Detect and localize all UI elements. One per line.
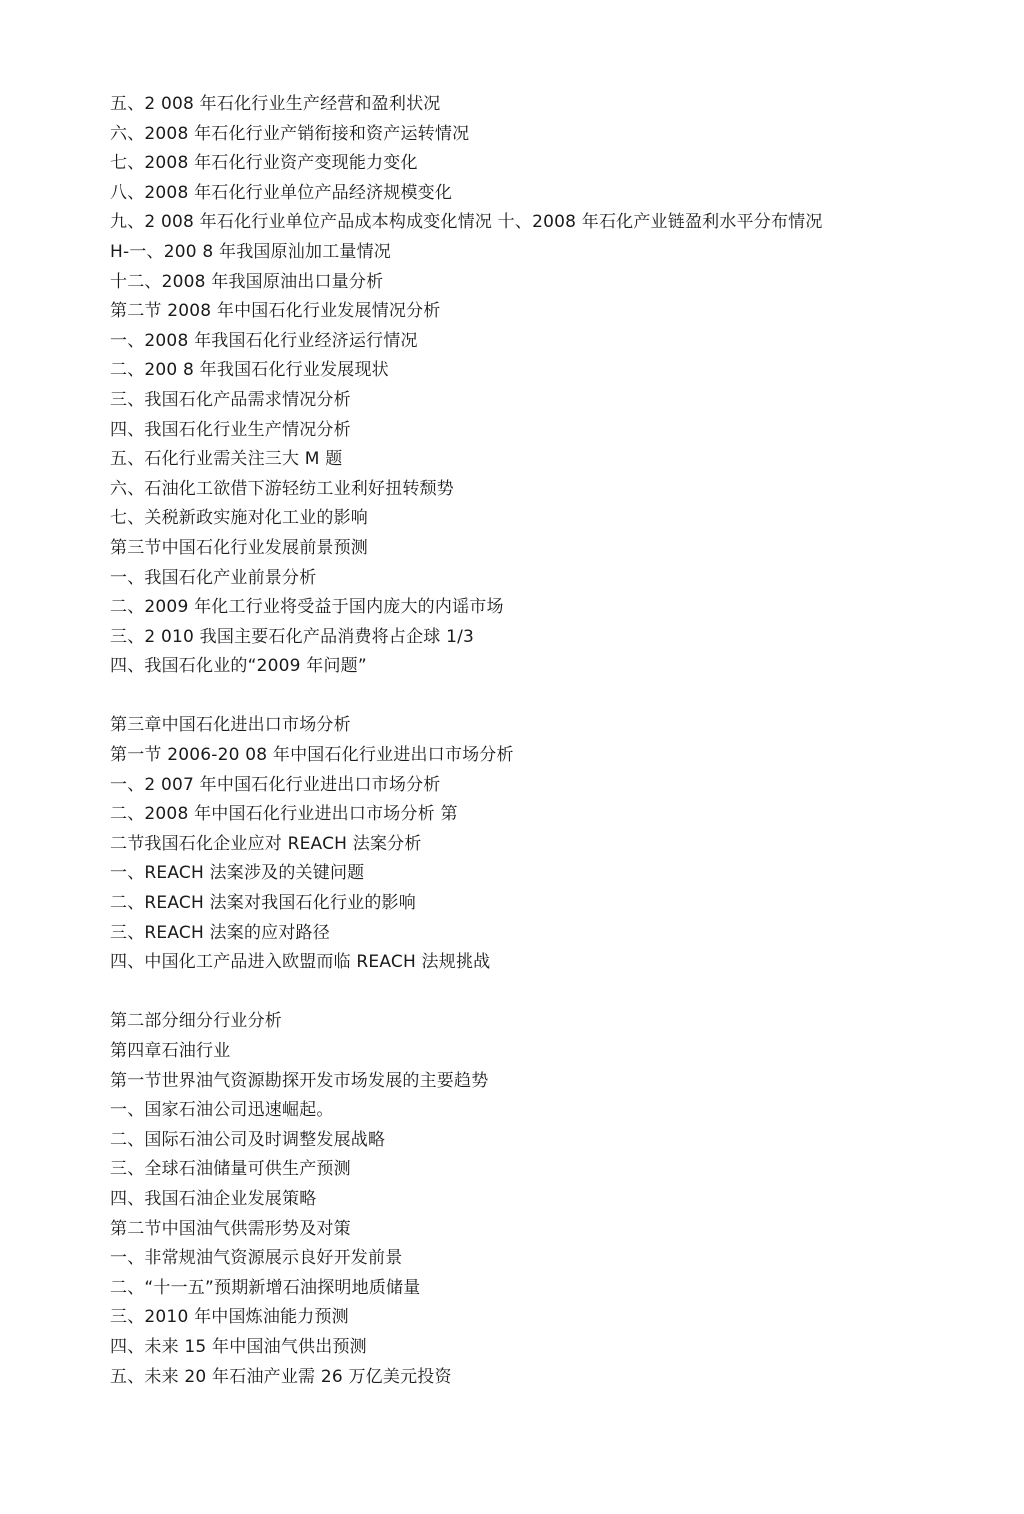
- toc-line: 二、“十一五”预期新增石油探明地质储量: [110, 1277, 421, 1298]
- toc-line: 五、石化行业需关注三大 M 题: [110, 449, 343, 470]
- toc-line: 一、国家石油公司迅速崛起。: [110, 1100, 334, 1121]
- blank-line: [110, 682, 990, 712]
- toc-line: 三、2010 年中国炼油能力预测: [110, 1307, 349, 1328]
- blank-line: [110, 978, 990, 1008]
- toc-line: 一、2 007 年中国石化行业进出口市场分析: [110, 774, 441, 795]
- toc-chapter-heading: 第四章石油行业: [110, 1041, 231, 1061]
- toc-line: 二、REACH 法案对我国石化行业的影响: [110, 893, 416, 914]
- toc-chapter-heading: 第三章中国石化进出口市场分析: [110, 715, 351, 736]
- toc-section-heading: 第一节世界油气资源勘探开发市场发展的主要趋势: [110, 1070, 489, 1091]
- toc-line: 二节我国石化企业应对 REACH 法案分析: [110, 833, 422, 854]
- toc-line: 三、全球石油储量可供生产预测: [110, 1159, 351, 1180]
- toc-line: 四、我国石化行业生产情况分析: [110, 419, 351, 440]
- toc-line: 十二、2008 年我国原油出口量分析: [110, 271, 384, 292]
- toc-section-heading: 第一节 2006-20 08 年中国石化行业进出口市场分析: [110, 745, 514, 766]
- toc-line: 一、非常规油气资源展示良好开发前景: [110, 1248, 403, 1269]
- toc-section-a: [110, 90, 990, 682]
- toc-line: 三、我国石化产品需求情况分析: [110, 389, 351, 410]
- toc-section-heading: 第二节 2008 年中国石化行业发展情况分析: [110, 301, 441, 322]
- toc-line: 八、2008 年石化行业单位产品经济规模变化: [110, 182, 453, 203]
- toc-line: 一、我国石化产业前景分析: [110, 567, 317, 588]
- toc-line: 四、我国石化业的“2009 年问题”: [110, 656, 367, 677]
- toc-line: 七、关税新政实施对化工业的影响: [110, 508, 368, 529]
- toc-line: 四、我国石油企业发展策略: [110, 1188, 317, 1209]
- toc-line: 二、国际石油公司及时调整发展战略: [110, 1129, 386, 1150]
- toc-line: 一、2008 年我国石化行业经济运行情况: [110, 330, 418, 351]
- toc-line: 三、REACH 法案的应对路径: [110, 922, 330, 943]
- toc-line: 四、未来 15 年中国油气供岀预测: [110, 1336, 367, 1357]
- toc-line: 六、石油化工欲借下游轻纺工业利好扭转颓势: [110, 478, 454, 499]
- toc-part-heading: 第二部分细分行业分析: [110, 1011, 282, 1032]
- toc-section-heading: 第二节中国油气供需形势及对策: [110, 1218, 351, 1239]
- toc-line: 四、中国化工产品进入欧盟而临 REACH 法规挑战: [110, 952, 491, 973]
- toc-line: 二、2008 年中国石化行业进出口市场分析 第: [110, 804, 458, 825]
- toc-line: 五、2 008 年石化行业生产经营和盈利状况: [110, 94, 441, 114]
- toc-line: 三、2 010 我国主要石化产品消费将占企球 1/3: [110, 626, 475, 647]
- toc-section-b: [110, 711, 990, 977]
- toc-line: 二、2009 年化工行业将受益于国内庞大的内谣市场: [110, 597, 504, 618]
- toc-section-c: [110, 1007, 990, 1392]
- toc-line: 七、2008 年石化行业资产变现能力变化: [110, 153, 418, 174]
- toc-line: 五、未来 20 年石油产业需 26 万亿美元投资: [110, 1366, 452, 1387]
- toc-line: H-一、200 8 年我国原汕加工量情况: [110, 241, 391, 262]
- toc-line: 二、200 8 年我国石化行业发展现状: [110, 360, 389, 381]
- document-page: [110, 90, 990, 1392]
- toc-line: 一、REACH 法案涉及的关键问题: [110, 863, 365, 884]
- toc-section-heading: 第三节中国石化行业发展前景预测: [110, 537, 368, 558]
- toc-line: 六、2008 年石化行业产销衔接和资产运转情况: [110, 123, 470, 144]
- toc-line: 九、2 008 年石化行业单位产品成本构成变化情况 十、2008 年石化产业链盈利水平分布情况: [110, 212, 823, 233]
